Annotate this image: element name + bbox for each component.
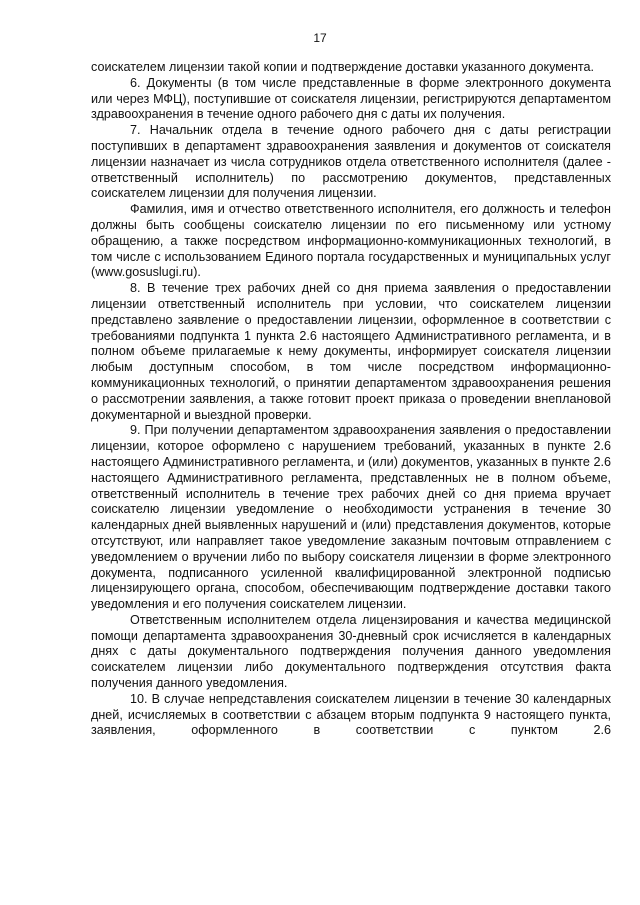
paragraph-9-deadline: Ответственным исполнителем отдела лицензирования и качества медицинской помощи департамента здравоохранения 30-дневный срок исчисляется в календарных днях с даты документального подтверждения получения данного уведомления соискателем лицензии либо документального подтверждения отсутствия факта получения данного уведомления. — [91, 612, 611, 691]
paragraph-9: 9. При получении департаментом здравоохранения заявления о предоставлении лицензии, которое оформлено с нарушением требований, указанных в пункте 2.6 настоящего Административного регламента, и (или) документов, указанных в пункте 2.6 настоящего Административного регламента, представленных не в полном объеме, ответственный исполнитель в течение трех рабочих дней со дня приема вручает соискателю лицензии уведомление о необходимости устранения в течение 30 календарных дней выявленных нарушений и (или) представления документов, которые отсутствуют, или направляет такое уведомление заказным почтовым отправлением с уведомлением о вручении либо по выбору соискателя лицензии в форме электронного документа, подписанного усиленной квалифицированной электронной подписью лицензирующего органа, способом, обеспечивающим подтверждение доставки такого уведомления и его получения соискателем лицензии. — [91, 423, 611, 612]
document-body — [91, 60, 611, 739]
paragraph-7: 7. Начальник отдела в течение одного рабочего дня с даты регистрации поступивших в департамент здравоохранения заявления и документов от соискателя лицензии назначает из числа сотрудников отдела ответственного исполнителя (далее - ответственный исполнитель) по рассмотрению документов, представленных соискателем лицензии для получения лицензии. — [91, 123, 611, 201]
paragraph-10: 10. В случае непредставления соискателем лицензии в течение 30 календарных дней, исчисляемых в соответствии с абзацем вторым подпункта 9 настоящего пункта, заявления, оформленного в соответствии с пунктом 2.6 — [91, 691, 611, 738]
paragraph-6: 6. Документы (в том числе представленные в форме электронного документа или через МФЦ), поступившие от соискателя лицензии, регистрируются департаментом здравоохранения в течение одного рабочего дня с даты их получения. — [91, 75, 611, 122]
paragraph-8: 8. В течение трех рабочих дней со дня приема заявления о предоставлении лицензии ответственный исполнитель при условии, что соискателем лицензии представлено заявление о предоставлении лицензии, оформленное в соответствии с требованиями подпункта 1 пункта 2.6 настоящего Административного регламента, и в полном объеме прилагаемые к нему документы, информирует соискателя лицензии любым доступным способом, в том числе посредством информационно-коммуникационных технологий, о принятии департаментом здравоохранения решения о рассмотрении заявления, а также готовит проект приказа о проведении внеплановой документарной и выездной проверки. — [91, 281, 611, 422]
paragraph-7-contact: Фамилия, имя и отчество ответственного исполнителя, его должность и телефон должны быть сообщены соискателю лицензии по его письменному или устному обращению, а также посредством информационно-коммуникационных технологий, в том числе с использованием Единого портала государственных и муниципальных услуг (www.gosuslugi.ru). — [91, 202, 611, 280]
paragraph-continuation: соискателем лицензии такой копии и подтверждение доставки указанного документа. — [91, 60, 595, 74]
page-number: 17 — [313, 31, 327, 45]
